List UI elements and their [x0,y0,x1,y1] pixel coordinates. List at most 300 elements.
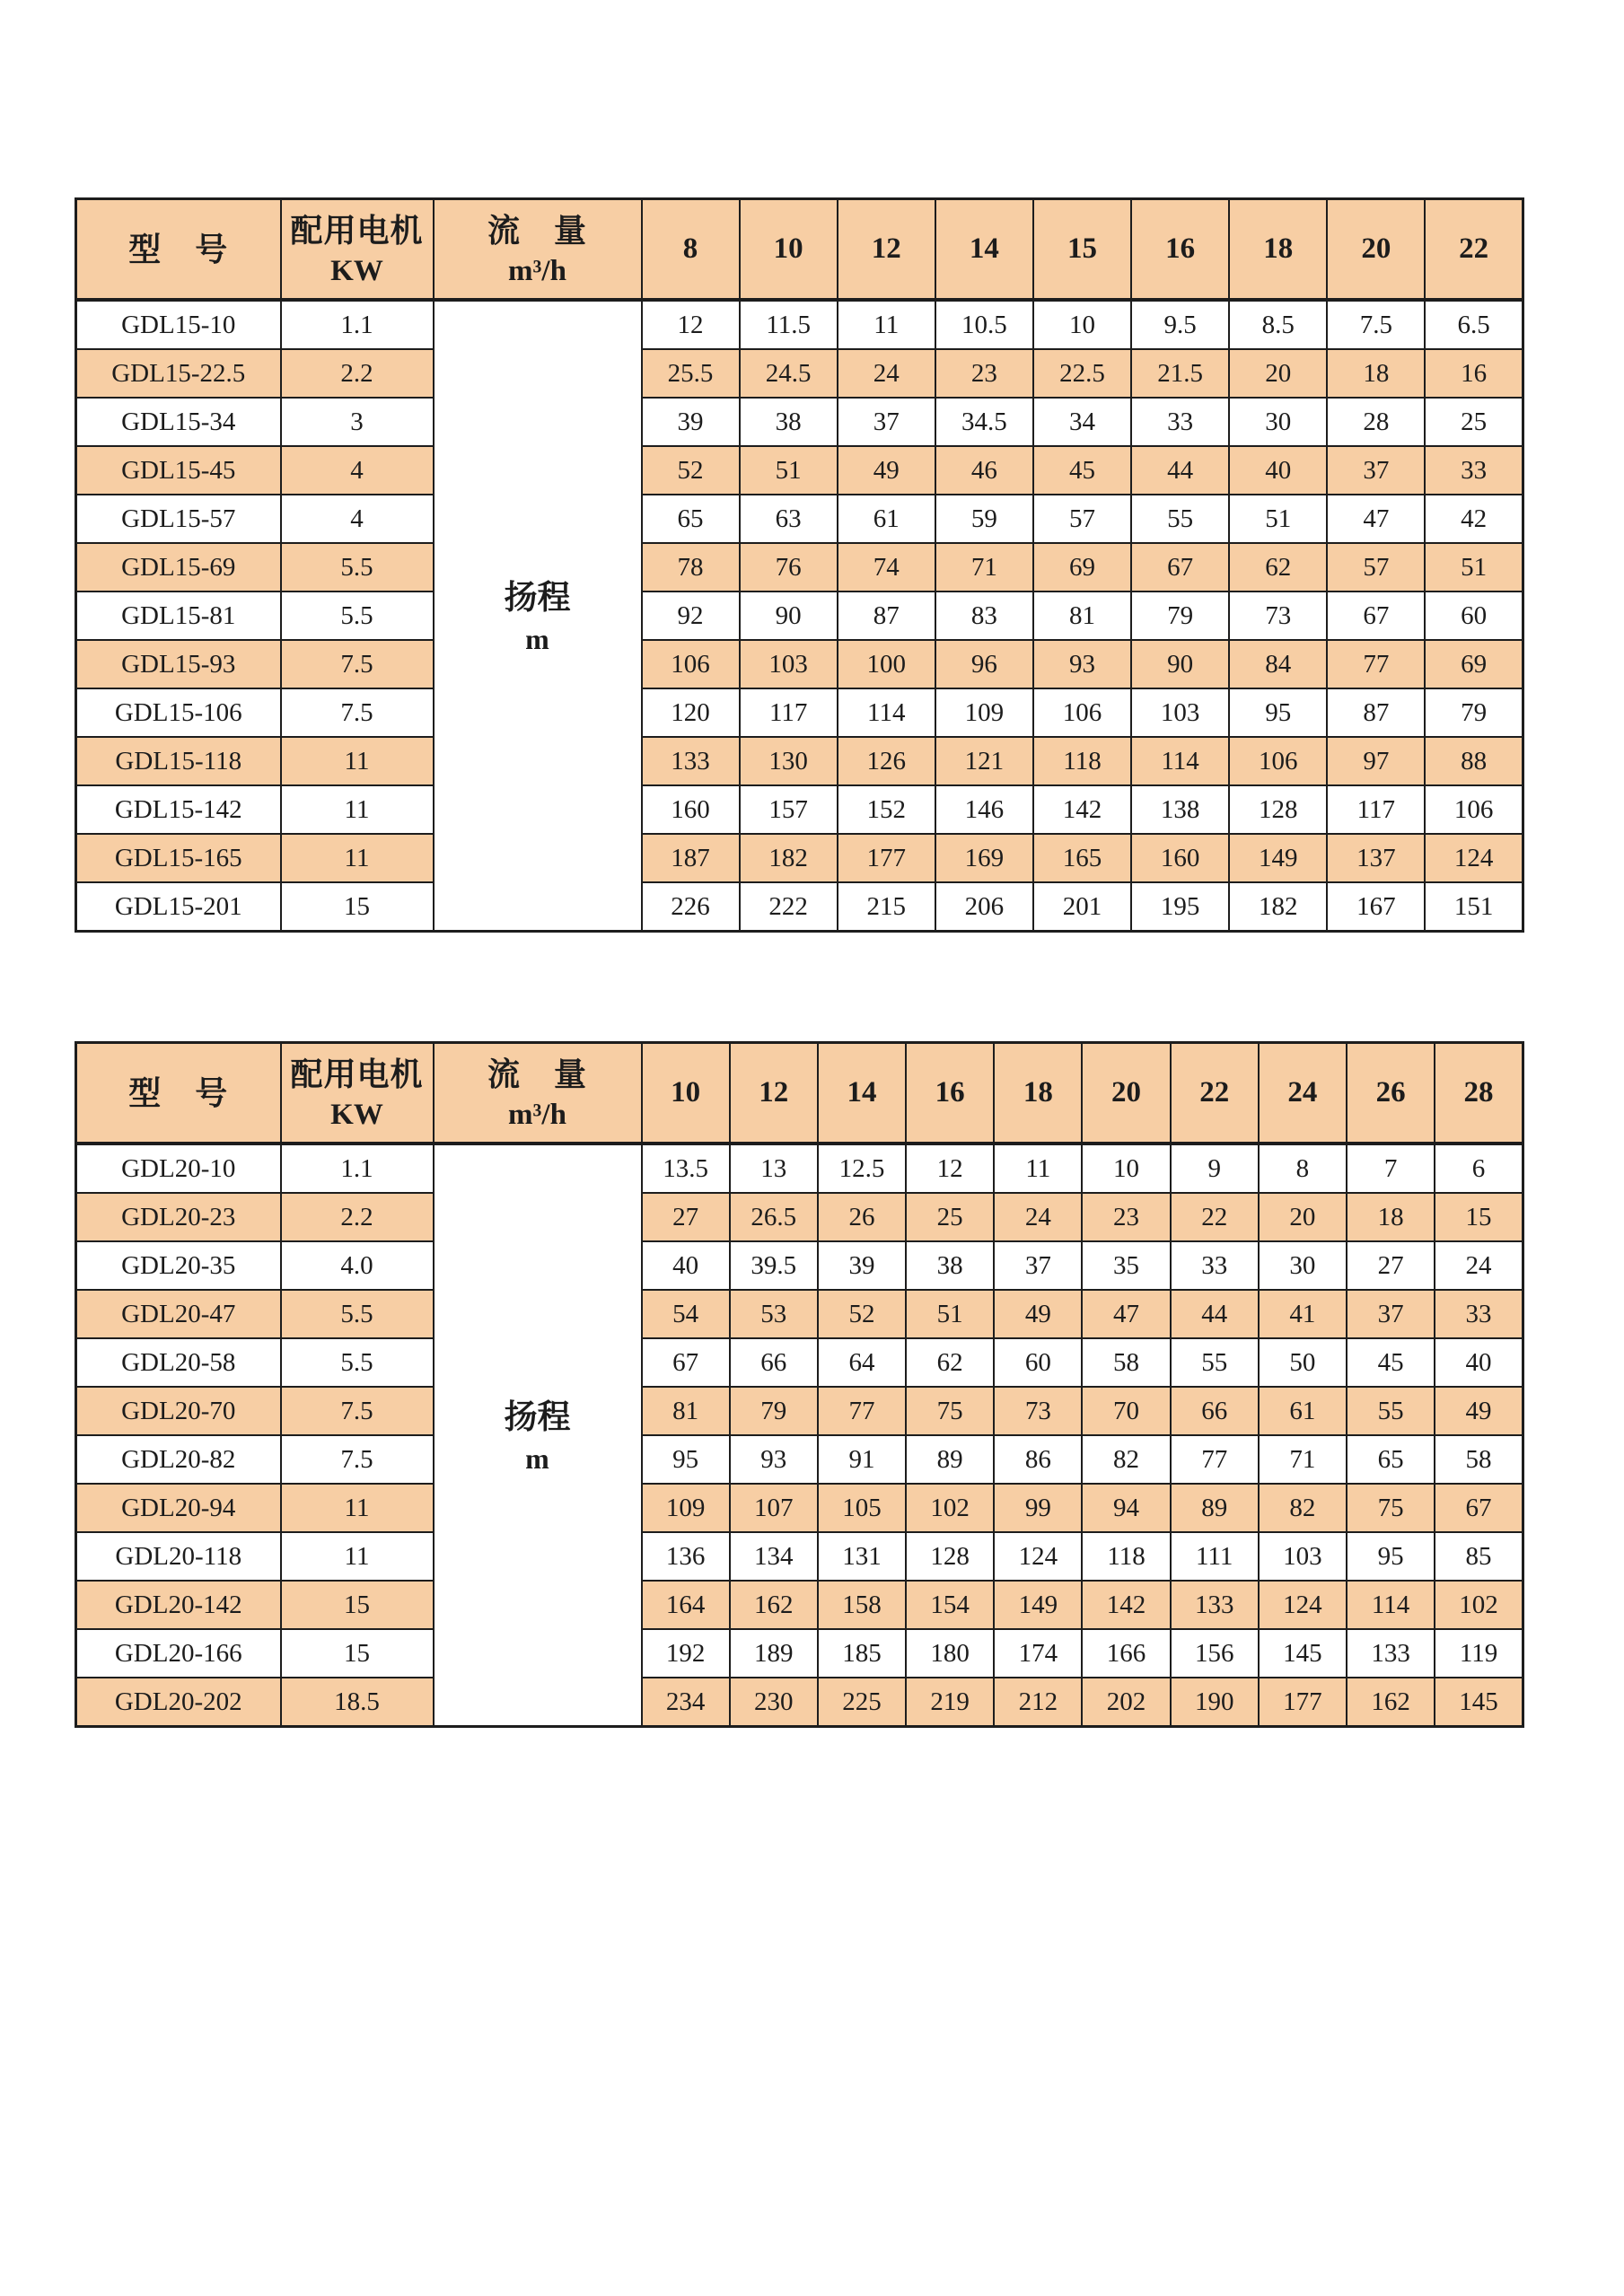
head-value-cell: 145 [1259,1629,1347,1678]
motor-kw-cell: 4.0 [281,1241,434,1290]
table-row [76,1435,1523,1484]
head-value-cell: 105 [818,1484,906,1532]
head-value-cell: 26 [818,1193,906,1241]
head-value-cell: 160 [642,785,740,834]
head-value-cell: 102 [906,1484,994,1532]
head-value-cell: 87 [838,592,935,640]
model-cell: GDL15-106 [76,688,281,737]
head-value-cell: 59 [935,495,1033,543]
head-value-cell: 149 [1229,834,1327,882]
motor-kw-cell: 5.5 [281,543,434,592]
col-header-motor [281,1043,434,1144]
head-value-cell: 22 [1171,1193,1259,1241]
model-cell: GDL20-10 [76,1144,281,1193]
head-value-cell: 8.5 [1229,300,1327,349]
head-unit-merged-cell [434,300,642,932]
flow-column-header: 12 [838,199,935,301]
head-value-cell: 57 [1327,543,1425,592]
flow-column-header: 22 [1171,1043,1259,1144]
table-row [76,1484,1523,1532]
head-value-cell: 75 [906,1387,994,1435]
head-value-cell: 164 [642,1581,730,1629]
motor-kw-cell: 5.5 [281,1290,434,1338]
head-value-cell: 106 [1425,785,1523,834]
head-value-cell: 38 [740,398,838,446]
head-value-cell: 180 [906,1629,994,1678]
head-value-cell: 11 [838,300,935,349]
model-cell: GDL20-82 [76,1435,281,1484]
head-value-cell: 84 [1229,640,1327,688]
head-value-cell: 13.5 [642,1144,730,1193]
head-value-cell: 124 [1259,1581,1347,1629]
flow-column-header: 20 [1327,199,1425,301]
head-value-cell: 189 [730,1629,818,1678]
motor-kw-cell: 5.5 [281,1338,434,1387]
head-value-cell: 234 [642,1678,730,1727]
model-cell: GDL15-93 [76,640,281,688]
head-value-cell: 28 [1327,398,1425,446]
head-value-cell: 103 [740,640,838,688]
head-value-cell: 49 [1435,1387,1523,1435]
head-value-cell: 94 [1082,1484,1170,1532]
head-value-cell: 53 [730,1290,818,1338]
table-row [76,1629,1523,1678]
head-value-cell: 39.5 [730,1241,818,1290]
table-row [76,1241,1523,1290]
head-value-cell: 39 [642,398,740,446]
head-value-cell: 91 [818,1435,906,1484]
model-cell: GDL20-118 [76,1532,281,1581]
head-value-cell: 166 [1082,1629,1170,1678]
head-value-cell: 151 [1425,882,1523,932]
motor-kw-cell: 2.2 [281,1193,434,1241]
head-value-cell: 95 [642,1435,730,1484]
head-value-cell: 95 [1347,1532,1435,1581]
model-cell: GDL15-118 [76,737,281,785]
head-value-cell: 52 [642,446,740,495]
head-value-cell: 103 [1259,1532,1347,1581]
head-value-cell: 76 [740,543,838,592]
flow-column-header: 18 [994,1043,1082,1144]
motor-kw-cell: 18.5 [281,1678,434,1727]
head-value-cell: 182 [1229,882,1327,932]
flow-column-header: 12 [730,1043,818,1144]
head-value-cell: 51 [1425,543,1523,592]
table-row [76,1387,1523,1435]
head-value-cell: 87 [1327,688,1425,737]
flow-label-cn: 流 量 [487,1055,587,1092]
head-value-cell: 131 [818,1532,906,1581]
head-label-cn: 扬程 [504,578,571,616]
model-cell: GDL15-34 [76,398,281,446]
table-row [76,592,1523,640]
head-value-cell: 63 [740,495,838,543]
head-value-cell: 37 [1327,446,1425,495]
head-value-cell: 60 [1425,592,1523,640]
head-value-cell: 97 [1327,737,1425,785]
head-value-cell: 96 [935,640,1033,688]
gdl20-spec-table-container [75,1041,1522,1728]
head-value-cell: 138 [1131,785,1229,834]
head-value-cell: 137 [1327,834,1425,882]
head-value-cell: 93 [730,1435,818,1484]
head-value-cell: 66 [730,1338,818,1387]
motor-label-unit: KW [330,254,383,287]
flow-column-header: 15 [1033,199,1131,301]
head-value-cell: 133 [1347,1629,1435,1678]
head-value-cell: 177 [1259,1678,1347,1727]
head-value-cell: 79 [1131,592,1229,640]
head-value-cell: 7 [1347,1144,1435,1193]
motor-kw-cell: 7.5 [281,1435,434,1484]
head-value-cell: 226 [642,882,740,932]
table-row [76,785,1523,834]
head-value-cell: 79 [730,1387,818,1435]
head-value-cell: 11.5 [740,300,838,349]
head-value-cell: 81 [642,1387,730,1435]
head-value-cell: 88 [1425,737,1523,785]
head-value-cell: 78 [642,543,740,592]
head-value-cell: 99 [994,1484,1082,1532]
motor-kw-cell: 1.1 [281,300,434,349]
table-row [76,1338,1523,1387]
head-value-cell: 46 [935,446,1033,495]
head-value-cell: 51 [740,446,838,495]
head-value-cell: 51 [1229,495,1327,543]
table-row [76,446,1523,495]
head-value-cell: 75 [1347,1484,1435,1532]
head-value-cell: 90 [740,592,838,640]
model-cell: GDL15-45 [76,446,281,495]
head-value-cell: 77 [1171,1435,1259,1484]
model-cell: GDL20-166 [76,1629,281,1678]
head-value-cell: 67 [1435,1484,1523,1532]
head-value-cell: 158 [818,1581,906,1629]
motor-kw-cell: 2.2 [281,349,434,398]
head-value-cell: 124 [994,1532,1082,1581]
head-value-cell: 106 [1033,688,1131,737]
model-cell: GDL15-69 [76,543,281,592]
motor-kw-cell: 5.5 [281,592,434,640]
head-value-cell: 64 [818,1338,906,1387]
head-label-unit: m [525,1442,549,1476]
model-cell: GDL20-35 [76,1241,281,1290]
head-value-cell: 69 [1033,543,1131,592]
head-value-cell: 89 [906,1435,994,1484]
head-value-cell: 219 [906,1678,994,1727]
head-value-cell: 57 [1033,495,1131,543]
head-value-cell: 118 [1033,737,1131,785]
flow-column-header: 10 [642,1043,730,1144]
head-value-cell: 51 [906,1290,994,1338]
head-value-cell: 222 [740,882,838,932]
head-value-cell: 23 [1082,1193,1170,1241]
col-header-flow [434,199,642,301]
head-value-cell: 50 [1259,1338,1347,1387]
head-value-cell: 65 [1347,1435,1435,1484]
flow-column-header: 10 [740,199,838,301]
head-value-cell: 24 [994,1193,1082,1241]
head-value-cell: 18 [1327,349,1425,398]
model-cell: GDL15-22.5 [76,349,281,398]
flow-column-header: 22 [1425,199,1523,301]
head-value-cell: 12 [642,300,740,349]
head-value-cell: 18 [1347,1193,1435,1241]
head-value-cell: 86 [994,1435,1082,1484]
head-value-cell: 24.5 [740,349,838,398]
head-value-cell: 67 [642,1338,730,1387]
motor-kw-cell: 15 [281,1629,434,1678]
motor-kw-cell: 3 [281,398,434,446]
head-value-cell: 37 [838,398,935,446]
motor-kw-cell: 11 [281,1532,434,1581]
motor-kw-cell: 15 [281,882,434,932]
motor-kw-cell: 11 [281,737,434,785]
head-value-cell: 195 [1131,882,1229,932]
head-value-cell: 142 [1082,1581,1170,1629]
head-value-cell: 67 [1131,543,1229,592]
head-value-cell: 9 [1171,1144,1259,1193]
motor-label-cn: 配用电机 [290,1055,424,1092]
head-value-cell: 157 [740,785,838,834]
head-value-cell: 71 [935,543,1033,592]
head-value-cell: 192 [642,1629,730,1678]
head-value-cell: 40 [1435,1338,1523,1387]
head-value-cell: 44 [1131,446,1229,495]
head-value-cell: 128 [906,1532,994,1581]
motor-kw-cell: 7.5 [281,688,434,737]
head-value-cell: 25 [906,1193,994,1241]
table-row [76,834,1523,882]
head-value-cell: 134 [730,1532,818,1581]
head-value-cell: 145 [1435,1678,1523,1727]
head-value-cell: 185 [818,1629,906,1678]
head-value-cell: 24 [838,349,935,398]
table-row [76,737,1523,785]
flow-column-header: 8 [642,199,740,301]
table-row [76,398,1523,446]
head-value-cell: 49 [838,446,935,495]
motor-kw-cell: 4 [281,495,434,543]
head-value-cell: 11 [994,1144,1082,1193]
head-value-cell: 142 [1033,785,1131,834]
flow-column-header: 14 [935,199,1033,301]
head-value-cell: 130 [740,737,838,785]
model-cell: GDL20-142 [76,1581,281,1629]
head-value-cell: 49 [994,1290,1082,1338]
model-cell: GDL15-57 [76,495,281,543]
model-cell: GDL20-58 [76,1338,281,1387]
table-row [76,640,1523,688]
head-value-cell: 109 [642,1484,730,1532]
head-value-cell: 55 [1131,495,1229,543]
head-value-cell: 74 [838,543,935,592]
head-value-cell: 169 [935,834,1033,882]
motor-kw-cell: 11 [281,834,434,882]
head-unit-merged-cell [434,1144,642,1727]
head-value-cell: 26.5 [730,1193,818,1241]
head-value-cell: 146 [935,785,1033,834]
head-value-cell: 117 [740,688,838,737]
head-value-cell: 215 [838,882,935,932]
head-value-cell: 77 [818,1387,906,1435]
head-value-cell: 37 [1347,1290,1435,1338]
flow-column-header: 16 [1131,199,1229,301]
col-header-model: 型 号 [76,1043,281,1144]
head-value-cell: 92 [642,592,740,640]
head-value-cell: 13 [730,1144,818,1193]
col-header-flow [434,1043,642,1144]
table-row [76,495,1523,543]
head-value-cell: 149 [994,1581,1082,1629]
head-value-cell: 21.5 [1131,349,1229,398]
table-row [76,543,1523,592]
head-value-cell: 6 [1435,1144,1523,1193]
head-value-cell: 60 [994,1338,1082,1387]
model-cell: GDL20-94 [76,1484,281,1532]
head-value-cell: 12.5 [818,1144,906,1193]
motor-kw-cell: 7.5 [281,1387,434,1435]
head-value-cell: 156 [1171,1629,1259,1678]
head-value-cell: 10.5 [935,300,1033,349]
head-value-cell: 160 [1131,834,1229,882]
head-value-cell: 54 [642,1290,730,1338]
head-value-cell: 82 [1082,1435,1170,1484]
head-value-cell: 133 [642,737,740,785]
head-value-cell: 16 [1425,349,1523,398]
head-value-cell: 6.5 [1425,300,1523,349]
head-value-cell: 30 [1259,1241,1347,1290]
head-value-cell: 8 [1259,1144,1347,1193]
model-cell: GDL15-201 [76,882,281,932]
head-value-cell: 100 [838,640,935,688]
table-row [76,688,1523,737]
head-value-cell: 154 [906,1581,994,1629]
head-value-cell: 44 [1171,1290,1259,1338]
head-value-cell: 83 [935,592,1033,640]
head-value-cell: 25 [1425,398,1523,446]
head-value-cell: 67 [1327,592,1425,640]
motor-kw-cell: 4 [281,446,434,495]
head-value-cell: 22.5 [1033,349,1131,398]
model-cell: GDL20-202 [76,1678,281,1727]
head-value-cell: 95 [1229,688,1327,737]
head-value-cell: 77 [1327,640,1425,688]
head-value-cell: 111 [1171,1532,1259,1581]
table-row [76,1144,1523,1193]
head-value-cell: 42 [1425,495,1523,543]
motor-kw-cell: 11 [281,1484,434,1532]
motor-kw-cell: 1.1 [281,1144,434,1193]
head-value-cell: 109 [935,688,1033,737]
flow-column-header: 16 [906,1043,994,1144]
head-value-cell: 167 [1327,882,1425,932]
table-row [76,1678,1523,1727]
head-value-cell: 58 [1435,1435,1523,1484]
head-value-cell: 7.5 [1327,300,1425,349]
gdl15-spec-table-container [75,197,1522,933]
head-value-cell: 106 [642,640,740,688]
head-value-cell: 30 [1229,398,1327,446]
pump-spec-table [75,197,1524,933]
flow-column-header: 20 [1082,1043,1170,1144]
flow-column-header: 24 [1259,1043,1347,1144]
col-header-model: 型 号 [76,199,281,301]
head-value-cell: 107 [730,1484,818,1532]
head-value-cell: 33 [1435,1290,1523,1338]
head-value-cell: 34 [1033,398,1131,446]
head-value-cell: 34.5 [935,398,1033,446]
head-value-cell: 177 [838,834,935,882]
head-value-cell: 120 [642,688,740,737]
head-value-cell: 45 [1033,446,1131,495]
table-row [76,1290,1523,1338]
head-value-cell: 73 [1229,592,1327,640]
head-label-unit: m [525,623,549,656]
head-value-cell: 89 [1171,1484,1259,1532]
model-cell: GDL15-165 [76,834,281,882]
head-value-cell: 71 [1259,1435,1347,1484]
head-value-cell: 121 [935,737,1033,785]
head-value-cell: 52 [818,1290,906,1338]
head-value-cell: 152 [838,785,935,834]
head-value-cell: 103 [1131,688,1229,737]
head-value-cell: 117 [1327,785,1425,834]
model-cell: GDL15-142 [76,785,281,834]
flow-label-cn: 流 量 [487,211,587,249]
head-value-cell: 190 [1171,1678,1259,1727]
head-value-cell: 38 [906,1241,994,1290]
head-value-cell: 114 [1347,1581,1435,1629]
head-value-cell: 212 [994,1678,1082,1727]
head-value-cell: 15 [1435,1193,1523,1241]
col-header-motor [281,199,434,301]
model-cell: GDL15-81 [76,592,281,640]
flow-label-unit: m³/h [508,254,566,287]
head-value-cell: 133 [1171,1581,1259,1629]
head-value-cell: 93 [1033,640,1131,688]
head-value-cell: 85 [1435,1532,1523,1581]
head-value-cell: 82 [1259,1484,1347,1532]
head-value-cell: 165 [1033,834,1131,882]
head-value-cell: 10 [1082,1144,1170,1193]
head-value-cell: 114 [1131,737,1229,785]
head-value-cell: 33 [1171,1241,1259,1290]
head-value-cell: 23 [935,349,1033,398]
head-value-cell: 25.5 [642,349,740,398]
head-value-cell: 55 [1347,1387,1435,1435]
head-value-cell: 69 [1425,640,1523,688]
model-cell: GDL20-47 [76,1290,281,1338]
head-value-cell: 47 [1327,495,1425,543]
head-value-cell: 24 [1435,1241,1523,1290]
head-value-cell: 118 [1082,1532,1170,1581]
head-value-cell: 202 [1082,1678,1170,1727]
head-value-cell: 102 [1435,1581,1523,1629]
head-value-cell: 27 [642,1193,730,1241]
head-value-cell: 126 [838,737,935,785]
head-value-cell: 62 [906,1338,994,1387]
motor-label-unit: KW [330,1098,383,1131]
head-value-cell: 70 [1082,1387,1170,1435]
head-value-cell: 174 [994,1629,1082,1678]
flow-column-header: 26 [1347,1043,1435,1144]
table-row [76,1532,1523,1581]
head-value-cell: 162 [1347,1678,1435,1727]
table-row [76,1193,1523,1241]
head-value-cell: 66 [1171,1387,1259,1435]
flow-column-header: 14 [818,1043,906,1144]
